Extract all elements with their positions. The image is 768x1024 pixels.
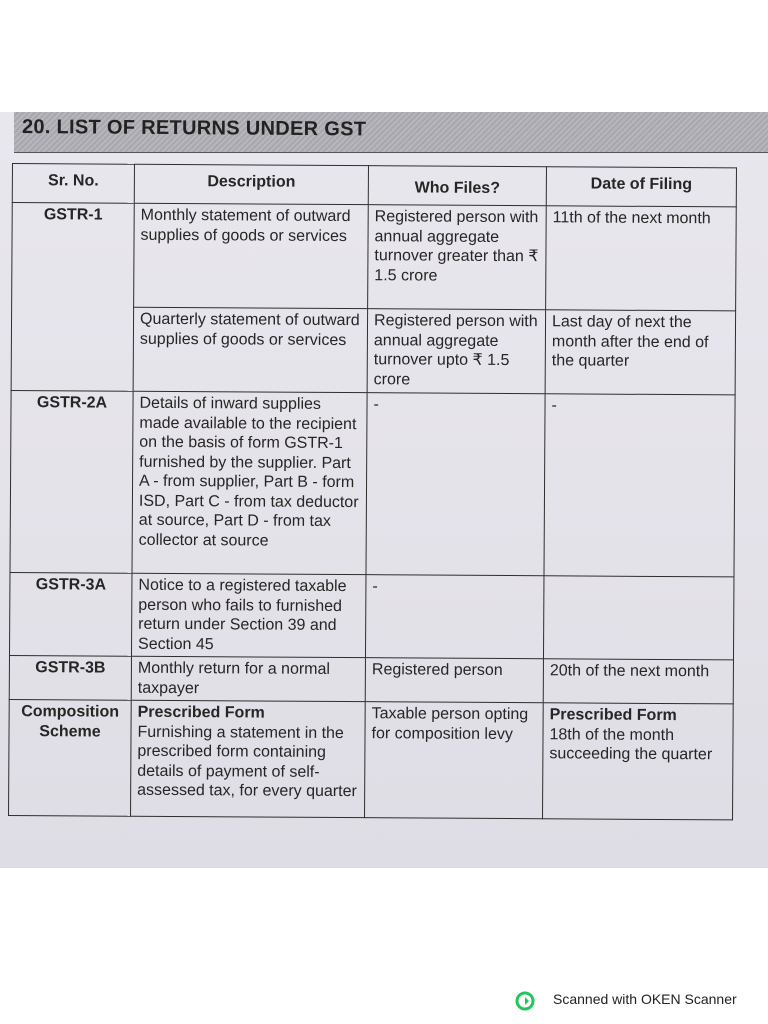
who-files-cell: Registered person with annual aggregate turnover upto ₹ 1.5 crore xyxy=(367,309,546,394)
description-text: Furnishing a statement in the prescribed form containing details of payment of self-assessed tax, for every quarter xyxy=(137,723,357,801)
scanner-watermark-text: Scanned with OKEN Scanner xyxy=(553,991,737,1007)
heading-title: LIST OF RETURNS UNDER GST xyxy=(56,116,367,141)
date-text: 18th of the month succeeding the quarter xyxy=(549,725,713,764)
description-title: Prescribed Form xyxy=(137,703,265,722)
who-files-cell: Registered person xyxy=(365,658,543,703)
description-cell xyxy=(131,700,366,817)
sr-no-cell: GSTR-1 xyxy=(11,203,134,392)
section-heading xyxy=(22,116,366,141)
table-header-row xyxy=(12,164,736,207)
header-who-files: Who Files? xyxy=(368,166,546,206)
sr-no-cell: GSTR-3B xyxy=(9,655,131,700)
date-of-filing-cell: - xyxy=(544,394,735,577)
who-files-cell: - xyxy=(366,393,545,576)
who-files-cell: Taxable person opting for composition levy xyxy=(365,702,544,819)
table-row xyxy=(9,699,734,819)
table-row xyxy=(12,203,737,311)
header-description: Description xyxy=(134,164,368,204)
date-of-filing-cell: 11th of the next month xyxy=(546,206,737,311)
date-of-filing-cell xyxy=(543,576,734,660)
description-cell: Monthly statement of outward supplies of goods or services xyxy=(134,203,369,308)
description-cell: Monthly return for a normal taxpayer xyxy=(131,656,365,701)
description-cell: Details of inward supplies made available to the recipient on the basis of form GSTR-1 furnished by the supplier. Part A - from supplier, Part B - form ISD, Part C - from tax deductor at source, Part D - from tax collector at source xyxy=(132,391,367,574)
who-files-cell: Registered person with annual aggregate turnover greater than ₹ 1.5 crore xyxy=(368,205,547,310)
table-row xyxy=(10,390,735,576)
header-sr-no: Sr. No. xyxy=(12,164,134,204)
sr-no-cell: GSTR-2A xyxy=(10,390,133,573)
date-of-filing-cell xyxy=(543,703,734,820)
date-title: Prescribed Form xyxy=(549,706,677,725)
date-of-filing-cell: Last day of next the month after the end of the quarter xyxy=(545,310,736,395)
top-margin xyxy=(0,0,768,112)
header-date-of-filing: Date of Filing xyxy=(546,167,736,207)
sr-no-cell: Composition Scheme xyxy=(9,699,132,816)
date-of-filing-cell: 20th of the next month xyxy=(543,659,733,704)
description-cell: Quarterly statement of outward supplies of goods or services xyxy=(133,307,368,392)
sr-no-cell: GSTR-3A xyxy=(9,572,132,656)
description-cell: Notice to a registered taxable person who fails to furnished return under Section 39 and Section 45 xyxy=(131,573,366,657)
table-row xyxy=(9,572,733,659)
returns-table xyxy=(8,163,737,820)
table-row xyxy=(9,655,733,703)
oken-scanner-logo-icon xyxy=(515,991,535,1011)
heading-number: 20. xyxy=(21,116,51,139)
who-files-cell: - xyxy=(365,575,544,659)
